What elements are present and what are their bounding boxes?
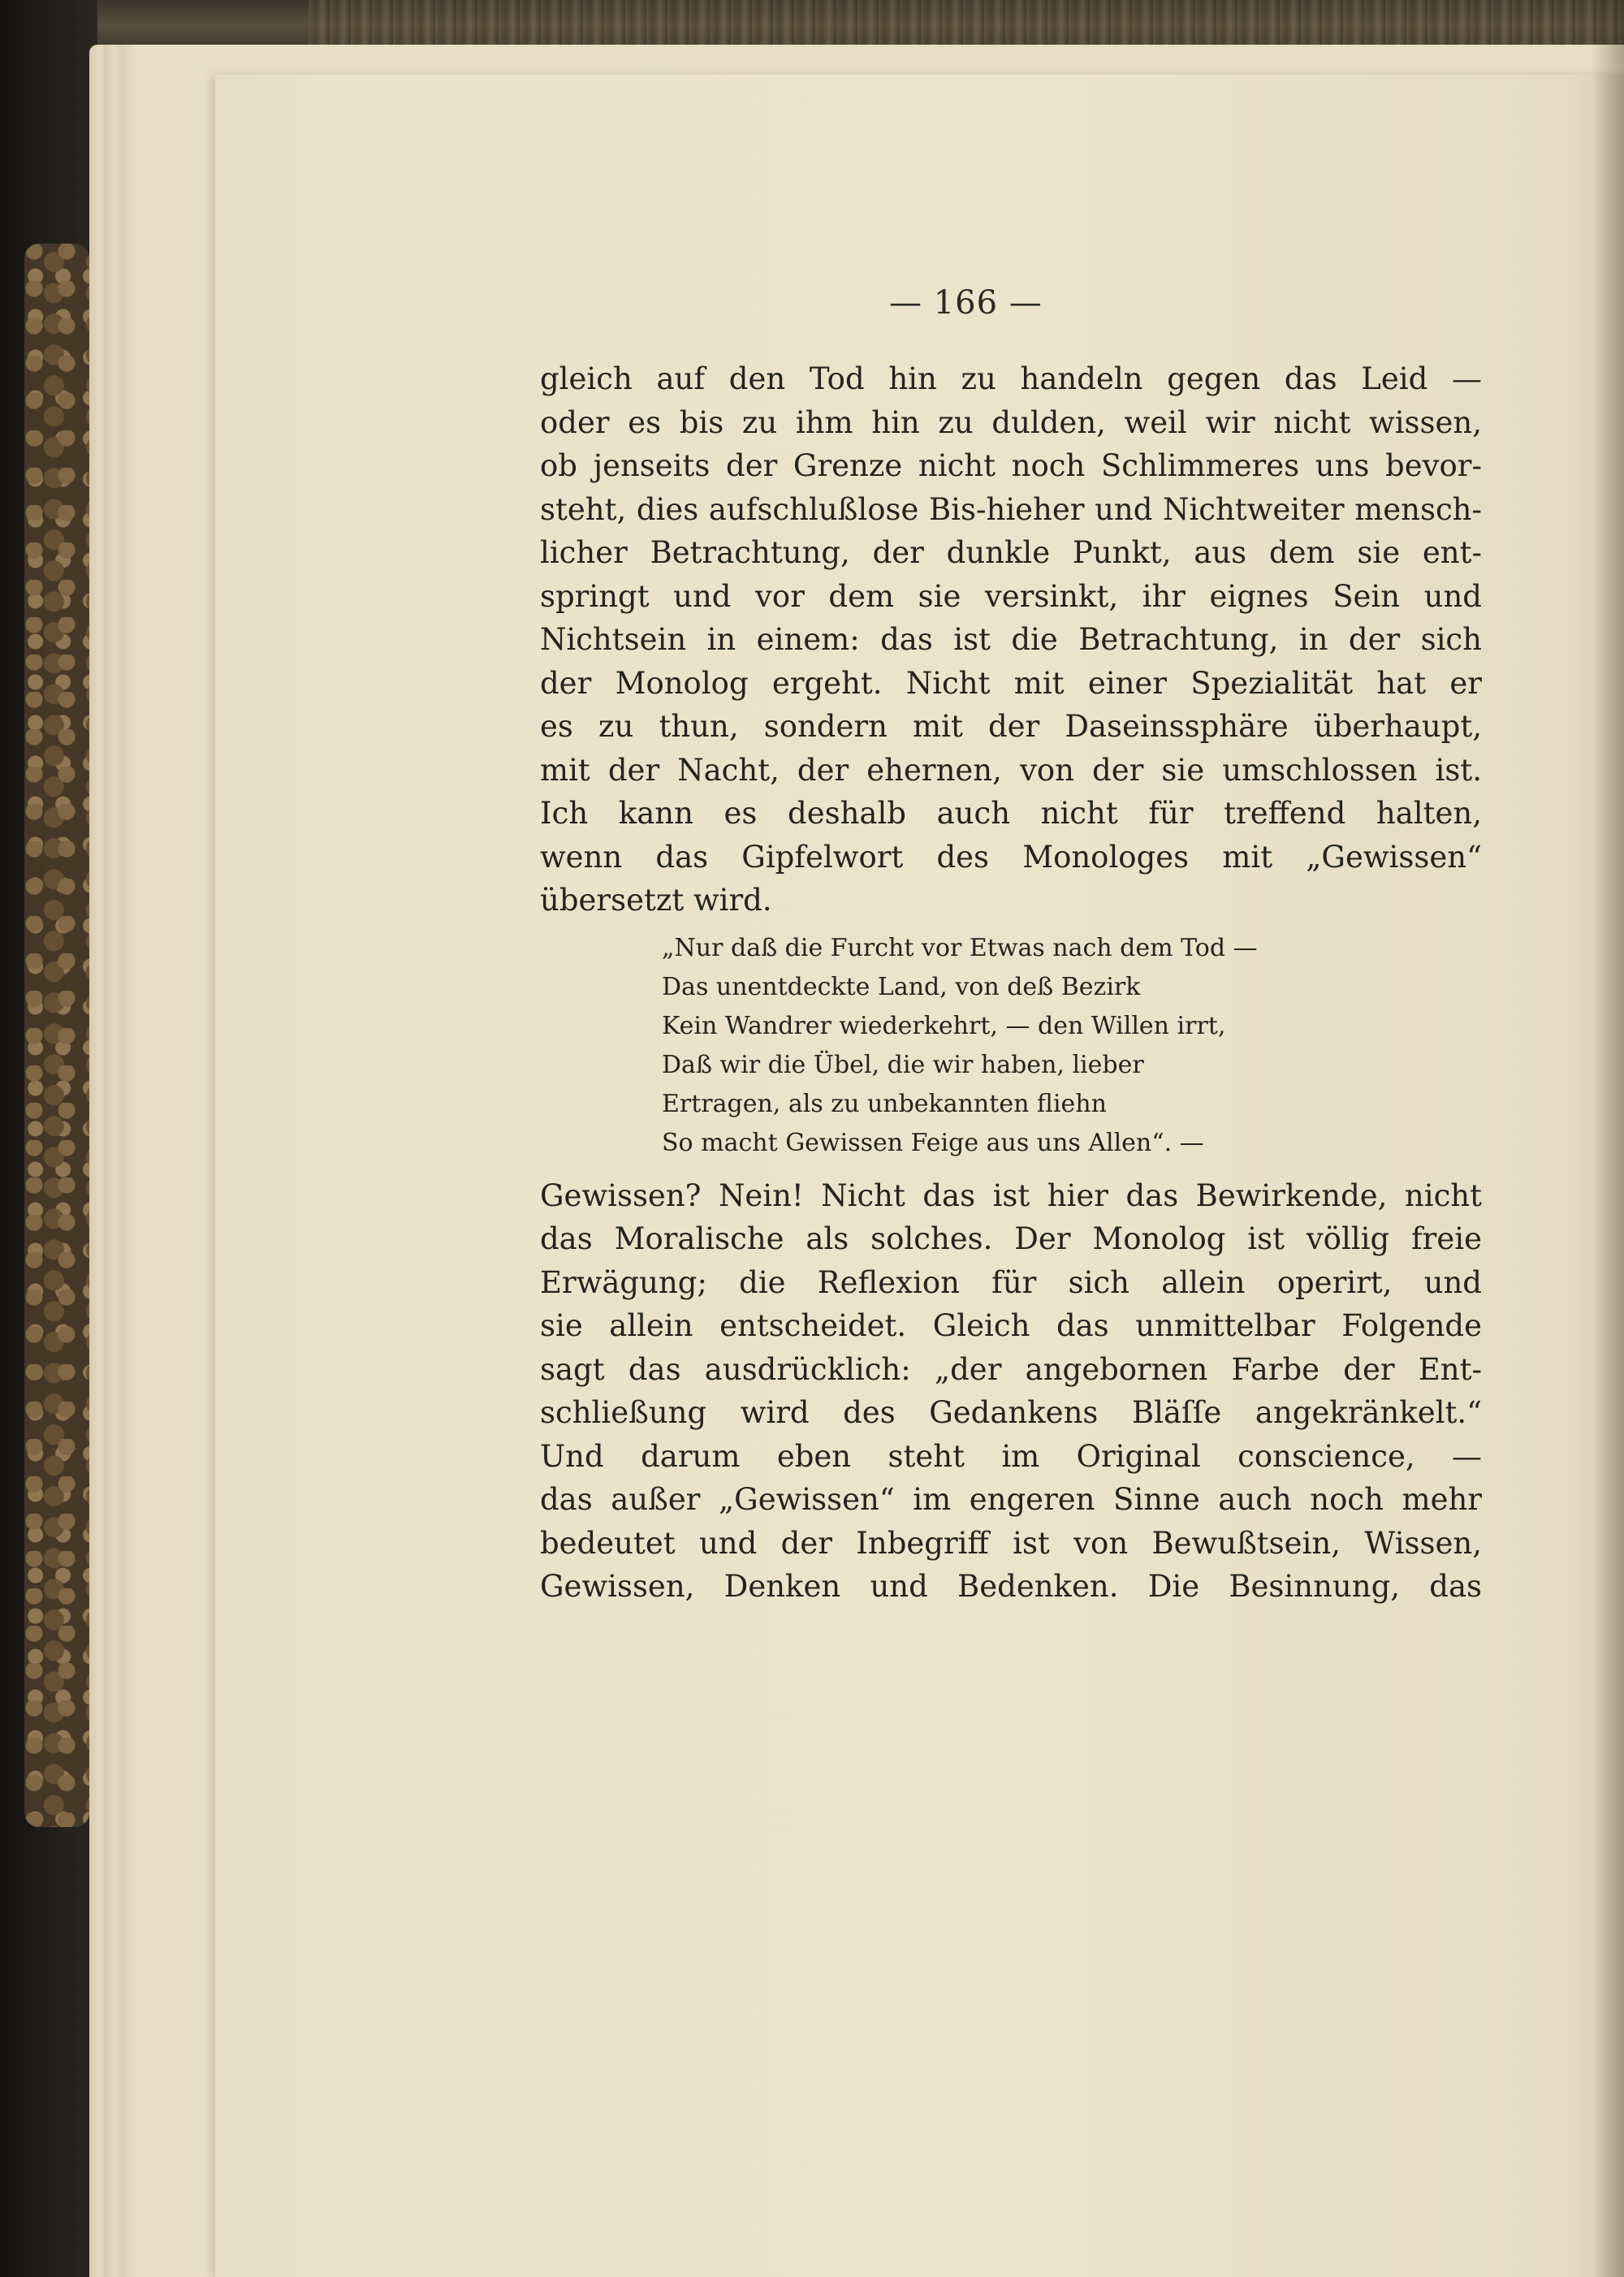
text-line: wenn das Gipfelwort des Monologes mit „Gewissen“ [540,839,1482,875]
text-line: Ich kann es deshalb auch nicht für treffend halten, [540,796,1482,831]
text-line: mit der Nacht, der ehernen, von der sie umschlossen ist. [540,752,1482,788]
quote-line: „Nur daß die Furcht vor Etwas nach dem Tod — [662,933,1258,962]
text-line: oder es bis zu ihm hin zu dulden, weil wir nicht wissen, [540,404,1482,440]
marbled-endpaper [24,244,89,1827]
text-line: springt und vor dem sie versinkt, ihr eignes Sein und [540,578,1482,614]
text-line: Gewissen? Nein! Nicht das ist hier das Bewirkende, nicht [540,1177,1482,1213]
page-number: — 166 — [889,284,1043,322]
text-line: sie allein entscheidet. Gleich das unmittelbar Folgende [540,1308,1482,1343]
text-line: gleich auf den Tod hin zu handeln gegen das Leid — [540,361,1482,396]
text-line: sagt das ausdrücklich: „der angebornen Farbe der Ent- [540,1351,1482,1387]
quote-line: Ertragen, als zu unbekannten fliehn [662,1089,1107,1118]
text-line: Erwägung; die Reflexion für sich allein operirt, und [540,1264,1482,1300]
text-line: steht, dies aufschlußlose Bis-hieher und Nichtweiter mensch- [540,491,1482,527]
block-quote [662,929,1311,1163]
text-line: das Moralische als solches. Der Monolog ist völlig freie [540,1221,1482,1256]
text-line: licher Betrachtung, der dunkle Punkt, aus dem sie ent- [540,535,1482,570]
page-text [540,357,1482,1609]
text-line: ob jenseits der Grenze nicht noch Schlimmeres uns bevor- [540,448,1482,483]
text-line: das außer „Gewissen“ im engeren Sinne auch noch mehr [540,1482,1482,1517]
page-gutter-shadow [1592,0,1624,2277]
quote-line: Das unentdeckte Land, von deß Bezirk [662,972,1141,1001]
text-line: Und darum eben steht im Original conscience, — [540,1438,1482,1474]
text-line: bedeutet und der Inbegriff ist von Bewußtsein, Wissen, [540,1525,1482,1561]
quote-line: Kein Wandrer wiederkehrt, — den Willen irrt, [662,1011,1226,1040]
text-line: Nichtsein in einem: das ist die Betrachtung, in der sich [540,622,1482,657]
text-line: übersetzt wird. [540,883,772,918]
quote-line: Daß wir die Übel, die wir haben, lieber [662,1050,1144,1079]
text-line: der Monolog ergeht. Nicht mit einer Spezialität hat er [540,665,1482,701]
text-line: Gewissen, Denken und Bedenken. Die Besinnung, das [540,1569,1482,1604]
text-line: schließung wird des Gedankens Bläſſe angekränkelt.“ [540,1395,1482,1430]
text-line: es zu thun, sondern mit der Daseinssphäre überhaupt, [540,709,1482,744]
quote-line: So macht Gewissen Feige aus uns Allen“. — [662,1128,1204,1157]
